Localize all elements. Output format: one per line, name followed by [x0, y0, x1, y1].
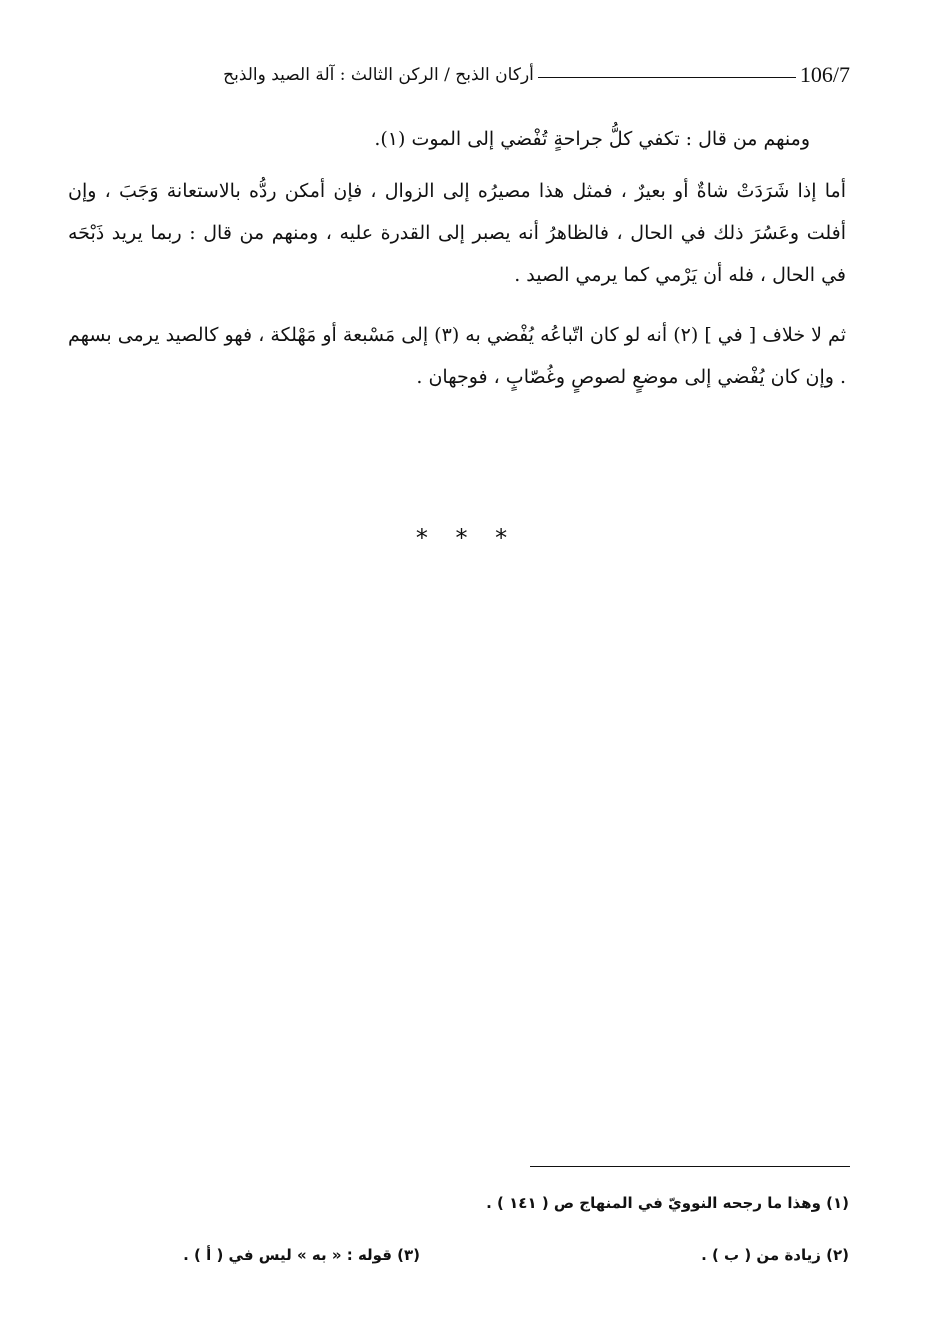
footnote-rule: [530, 1166, 850, 1167]
section-separator: * * *: [415, 524, 518, 552]
footnote-2: (٢) زيادة من ( ب ) .: [701, 1246, 849, 1264]
running-header: [62, 58, 850, 92]
paragraph: أما إذا شَرَدَتْ شاةٌ أو بعيرٌ ، فمثل هذا مصيرُه إلى الزوال ، فإن أمكن ردُّه بالاستعانة وَجَبَ ، وإن أفلت وعَسُرَ ذلك في الحال ، فالظاهرُ أنه يصبر إلى القدرة عليه ، ومنهم من قال : ربما يريد ذَبْحَه في الحال ، فله أن يَرْمي كما يرمي الصيد .: [68, 180, 846, 286]
header-rule: [538, 77, 796, 78]
footnote-3: (٣) قوله : « به » ليس في ( أ ) .: [183, 1246, 420, 1264]
paragraph: ثم لا خلاف [ في ] (٢) أنه لو كان اتّباعُه يُفْضي به (٣) إلى مَسْبعة أو مَهْلكة ، فهو كالصيد يرمى بسهم . وإن كان يُفْضي إلى موضعٍ لصوصٍ وغُصّابٍ ، فوجهان .: [68, 324, 846, 388]
page-number: 106/7: [799, 62, 850, 87]
main-text: [68, 118, 846, 416]
footnote-1: (١) وهذا ما رجحه النوويّ في المنهاج ص ( ١٤١ ) .: [486, 1194, 849, 1212]
running-title: أركان الذبح / الركن الثالث : آلة الصيد والذبح: [223, 65, 534, 85]
paragraph: ومنهم من قال : تكفي كلُّ جراحةٍ تُفْضي إلى الموت (١).: [374, 128, 810, 150]
